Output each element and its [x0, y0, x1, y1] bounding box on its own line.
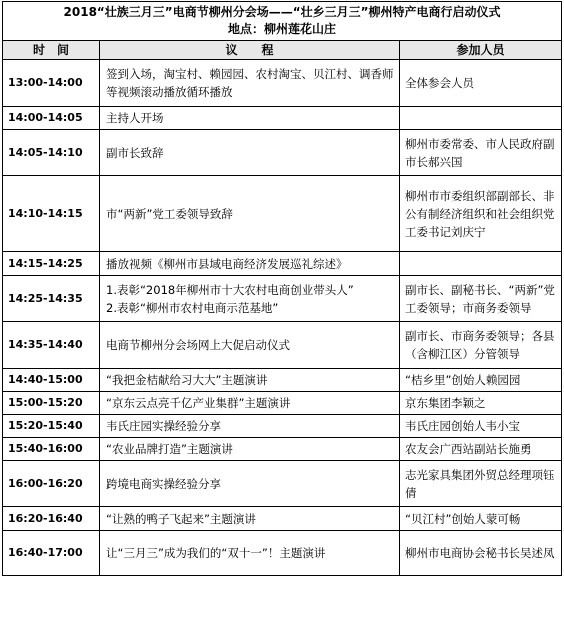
agenda-cell: 市“两新”党工委领导致辞 — [100, 176, 400, 252]
table-row — [3, 252, 562, 276]
people-cell: 柳州市委常委、市人民政府副市长郝兴国 — [400, 130, 562, 176]
agenda-cell: 签到入场，淘宝村、赖园园、农村淘宝、贝江村、调香师等视频滚动播放循环播放 — [100, 60, 400, 107]
time-cell: 14:40-15:00 — [3, 369, 100, 392]
time-cell: 14:10-14:15 — [3, 176, 100, 252]
table-row — [3, 461, 562, 507]
table-row — [3, 369, 562, 392]
table-row — [3, 60, 562, 107]
time-cell: 14:15-14:25 — [3, 252, 100, 276]
agenda-cell — [100, 276, 400, 322]
people-cell: 韦氏庄园创始人韦小宝 — [400, 415, 562, 438]
time-cell: 16:00-16:20 — [3, 461, 100, 507]
time-cell: 14:35-14:40 — [3, 322, 100, 369]
table-row — [3, 176, 562, 252]
time-cell: 14:00-14:05 — [3, 107, 100, 130]
table-row — [3, 392, 562, 415]
table-title — [3, 2, 562, 41]
people-cell: “贝江村”创始人蒙可畅 — [400, 507, 562, 531]
people-cell: 全体参会人员 — [400, 60, 562, 107]
people-cell: “桔乡里”创始人赖园园 — [400, 369, 562, 392]
table-row — [3, 438, 562, 461]
agenda-table — [2, 1, 562, 576]
table-row — [3, 130, 562, 176]
agenda-cell: “我把金桔献给习大大”主题演讲 — [100, 369, 400, 392]
title-line-1: 2018“壮族三月三”电商节柳州分会场——“壮乡三月三”柳州特产电商行启动仪式 — [63, 5, 501, 19]
header-time: 时 间 — [3, 41, 100, 60]
title-row — [3, 2, 562, 41]
agenda-cell: “京东云点亮千亿产业集群”主题演讲 — [100, 392, 400, 415]
people-cell: 农友会广西站副站长施勇 — [400, 438, 562, 461]
people-cell: 副市长、副秘书长、“两新”党工委领导；市商务委领导 — [400, 276, 562, 322]
header-people: 参加人员 — [400, 41, 562, 60]
table-row — [3, 531, 562, 576]
time-cell: 14:25-14:35 — [3, 276, 100, 322]
agenda-line-2: 2.表彰“柳州市农村电商示范基地” — [106, 300, 279, 315]
people-cell: 柳州市市委组织部副部长、非公有制经济组织和社会组织党工委书记刘庆宁 — [400, 176, 562, 252]
people-cell: 柳州市电商协会秘书长吴述凤 — [400, 531, 562, 576]
table-row — [3, 415, 562, 438]
people-cell — [400, 252, 562, 276]
time-cell: 15:00-15:20 — [3, 392, 100, 415]
time-cell: 16:20-16:40 — [3, 507, 100, 531]
agenda-cell: 让“三月三”成为我们的“双十一”！主题演讲 — [100, 531, 400, 576]
header-row — [3, 41, 562, 60]
time-cell: 13:00-14:00 — [3, 60, 100, 107]
people-cell — [400, 107, 562, 130]
time-cell: 15:20-15:40 — [3, 415, 100, 438]
time-cell: 15:40-16:00 — [3, 438, 100, 461]
table-row — [3, 276, 562, 322]
agenda-cell: 跨境电商实操经验分享 — [100, 461, 400, 507]
table-row — [3, 107, 562, 130]
header-agenda: 议 程 — [100, 41, 400, 60]
agenda-cell: 播放视频《柳州市县域电商经济发展巡礼综述》 — [100, 252, 400, 276]
agenda-sheet — [2, 1, 561, 576]
people-cell: 志光家具集团外贸总经理项钰倩 — [400, 461, 562, 507]
agenda-cell: 主持人开场 — [100, 107, 400, 130]
agenda-cell: “让熟的鸭子飞起来”主题演讲 — [100, 507, 400, 531]
table-row — [3, 507, 562, 531]
time-cell: 16:40-17:00 — [3, 531, 100, 576]
people-cell: 京东集团李颖之 — [400, 392, 562, 415]
agenda-line-1: 1.表彰“2018年柳州市十大农村电商创业带头人” — [106, 282, 354, 297]
agenda-cell: 韦氏庄园实操经验分享 — [100, 415, 400, 438]
agenda-cell: “农业品牌打造”主题演讲 — [100, 438, 400, 461]
agenda-cell: 电商节柳州分会场网上大促启动仪式 — [100, 322, 400, 369]
time-cell: 14:05-14:10 — [3, 130, 100, 176]
table-row — [3, 322, 562, 369]
people-cell: 副市长、市商务委领导；各县（含柳江区）分管领导 — [400, 322, 562, 369]
title-line-2: 地点：柳州莲花山庄 — [227, 22, 336, 36]
agenda-cell: 副市长致辞 — [100, 130, 400, 176]
